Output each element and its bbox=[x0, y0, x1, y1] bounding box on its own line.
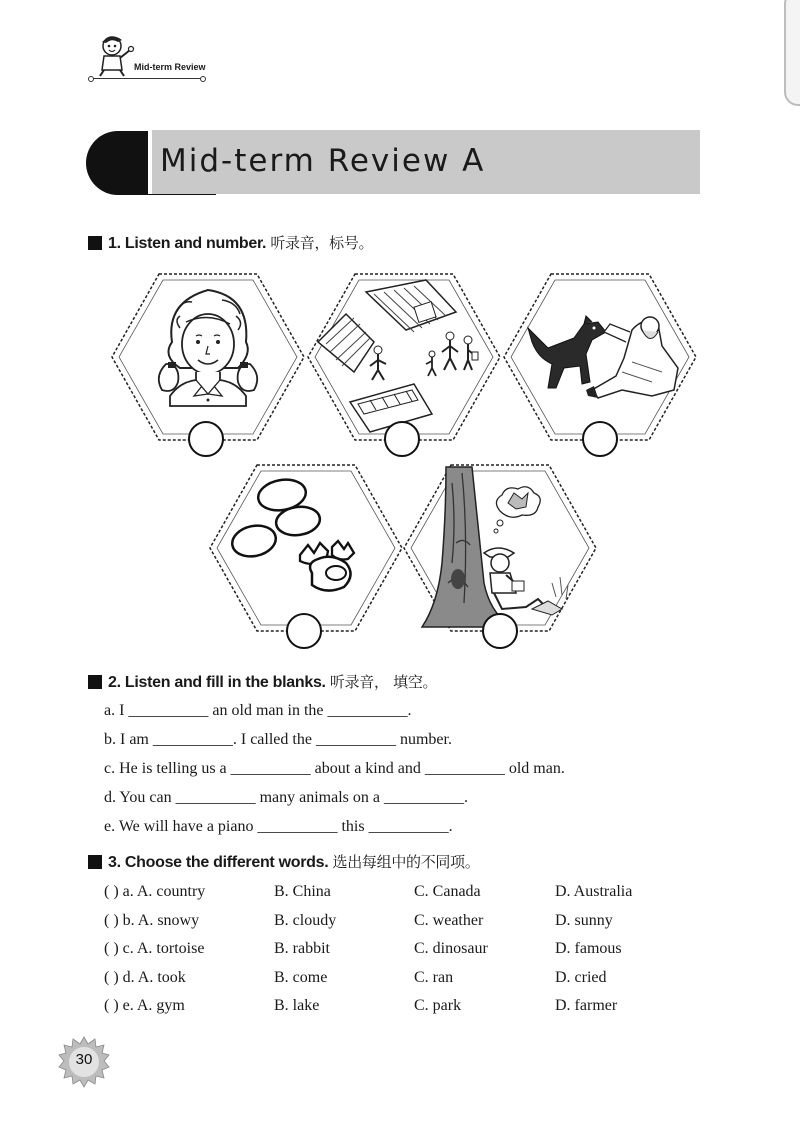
header-label: Mid-term Review bbox=[134, 62, 206, 72]
picture-girl bbox=[110, 272, 306, 442]
choice-row-a bbox=[104, 883, 704, 905]
fill-blank-line-e[interactable]: e. We will have a piano __________ this __________. bbox=[104, 818, 453, 835]
mascot-boy-icon bbox=[88, 30, 138, 78]
section-square-icon bbox=[88, 675, 102, 689]
section2-heading-cn: 听录音， 填空。 bbox=[329, 673, 438, 691]
page-number-badge bbox=[58, 1036, 110, 1088]
choice-row-d bbox=[104, 969, 704, 991]
section1-heading bbox=[88, 232, 373, 253]
page-edge-tab bbox=[784, 0, 800, 106]
section3-heading-en: 3. Choose the different words. bbox=[108, 854, 329, 871]
fill-blank-line-a[interactable]: a. I __________ an old man in the __________. bbox=[104, 702, 412, 719]
choice-a-option-d: D. Australia bbox=[555, 883, 633, 900]
choice-b-option-c: C. weather bbox=[414, 912, 484, 929]
picture-tree-and-boy bbox=[402, 463, 598, 633]
choice-c-option-c: C. dinosaur bbox=[414, 940, 488, 957]
choice-e-option-c: C. park bbox=[414, 997, 462, 1014]
choice-a-option-c: C. Canada bbox=[414, 883, 481, 900]
choice-e-option-d: D. farmer bbox=[555, 997, 618, 1014]
header-rule bbox=[92, 78, 202, 79]
answer-circle-3[interactable] bbox=[582, 421, 618, 457]
section1-heading-cn: 听录音，标号。 bbox=[270, 234, 374, 252]
section1-heading-en: 1. Listen and number. bbox=[108, 235, 267, 252]
choice-a-option-a[interactable]: ( ) a. A. country bbox=[104, 883, 206, 900]
choice-b-option-b: B. cloudy bbox=[274, 912, 337, 929]
picture-eggs-hatching bbox=[208, 463, 404, 633]
choice-d-option-a[interactable]: ( ) d. A. took bbox=[104, 969, 186, 986]
running-header bbox=[88, 30, 208, 82]
answer-circle-4[interactable] bbox=[286, 613, 322, 649]
section3-heading-cn: 选出每组中的不同项。 bbox=[332, 853, 480, 871]
choice-c-option-a[interactable]: ( ) c. A. tortoise bbox=[104, 940, 205, 957]
choice-c-option-b: B. rabbit bbox=[274, 940, 330, 957]
choice-row-c bbox=[104, 940, 704, 962]
fill-blank-line-c[interactable]: c. He is telling us a __________ about a kind and __________ old man. bbox=[104, 760, 565, 777]
section3-heading bbox=[88, 851, 480, 872]
choice-row-e bbox=[104, 997, 704, 1019]
page-number: 30 bbox=[75, 1051, 93, 1068]
choice-a-option-b: B. China bbox=[274, 883, 331, 900]
section2-heading-en: 2. Listen and fill in the blanks. bbox=[108, 674, 326, 691]
choice-d-option-d: D. cried bbox=[555, 969, 607, 986]
choice-row-b bbox=[104, 912, 704, 934]
answer-circle-2[interactable] bbox=[384, 421, 420, 457]
choice-d-option-b: B. come bbox=[274, 969, 328, 986]
picture-wolf-and-man bbox=[502, 272, 698, 442]
section-square-icon bbox=[88, 236, 102, 250]
section2-heading bbox=[88, 671, 437, 692]
page-title: Mid-term Review A bbox=[160, 143, 486, 179]
fill-blank-line-d[interactable]: d. You can __________ many animals on a __________. bbox=[104, 789, 468, 806]
choice-b-option-a[interactable]: ( ) b. A. snowy bbox=[104, 912, 200, 929]
answer-circle-1[interactable] bbox=[188, 421, 224, 457]
picture-street-scene bbox=[306, 272, 502, 442]
choice-d-option-c: C. ran bbox=[414, 969, 454, 986]
section-square-icon bbox=[88, 855, 102, 869]
choice-b-option-d: D. sunny bbox=[555, 912, 613, 929]
choice-c-option-d: D. famous bbox=[555, 940, 622, 957]
choice-e-option-a[interactable]: ( ) e. A. gym bbox=[104, 997, 185, 1014]
choice-e-option-b: B. lake bbox=[274, 997, 320, 1014]
answer-circle-5[interactable] bbox=[482, 613, 518, 649]
fill-blank-line-b[interactable]: b. I am __________. I called the __________ number. bbox=[104, 731, 452, 748]
